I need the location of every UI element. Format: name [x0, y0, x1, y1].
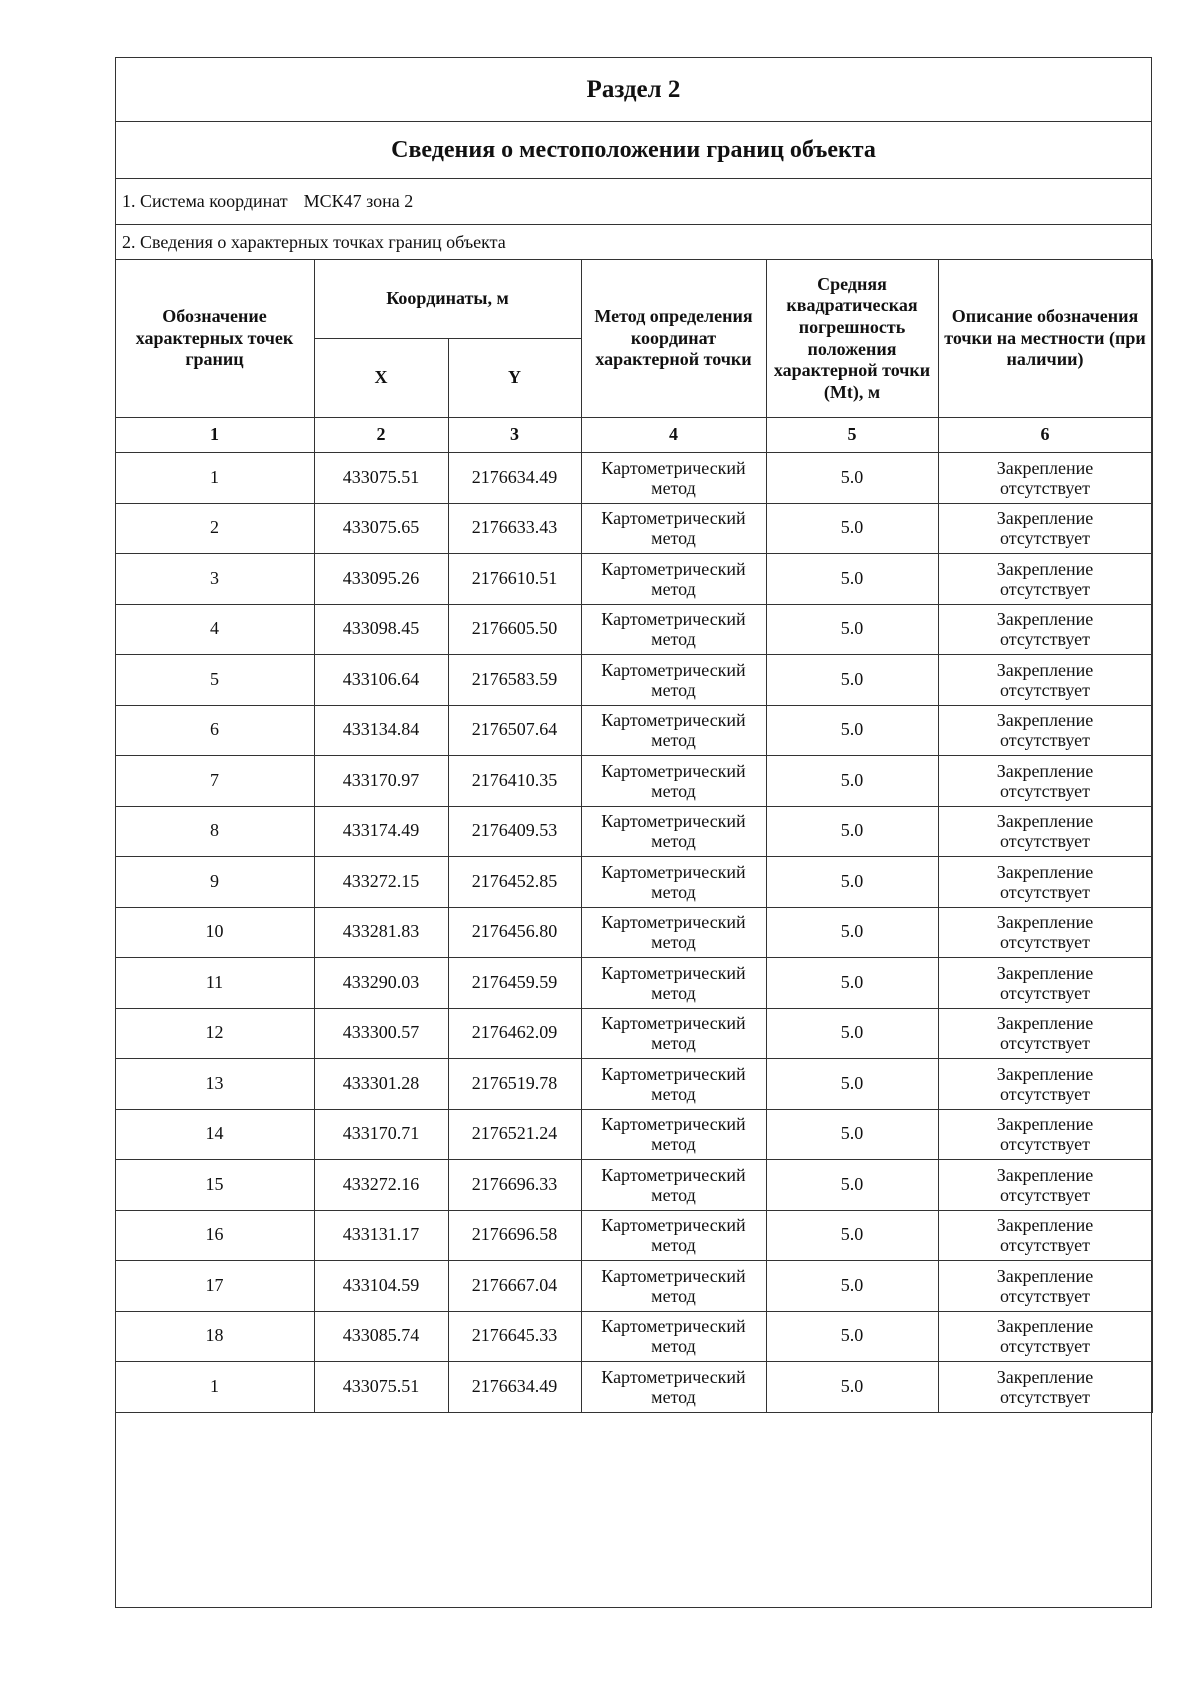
- header-method: Метод определения координат характерной точки: [581, 260, 766, 418]
- description-cell: [938, 857, 1152, 908]
- method-cell: [581, 1008, 766, 1059]
- method-line-2: метод: [651, 1033, 696, 1054]
- method-line-1: Картометрический: [601, 861, 746, 882]
- description-line-1: Закрепление: [996, 1114, 1094, 1135]
- table-row: [115, 1008, 1152, 1059]
- table-row: [115, 958, 1152, 1009]
- method-line-1: Картометрический: [601, 558, 746, 579]
- description-line-2: отсутствует: [999, 881, 1091, 902]
- method-line-1: Картометрический: [601, 1215, 746, 1236]
- description-line-2: отсутствует: [999, 730, 1091, 751]
- mt-value: 5.0: [766, 1362, 938, 1413]
- coord-y: 2176610.51: [448, 554, 581, 605]
- description-line-1: Закрепление: [996, 558, 1094, 579]
- mt-value: 5.0: [766, 1109, 938, 1160]
- header-error: Средняя квадратическая погрешность положения характерной точки (Mt), м: [766, 260, 938, 418]
- point-number: 17: [115, 1261, 314, 1312]
- point-number: 12: [115, 1008, 314, 1059]
- coord-system-label: 1. Система координат: [122, 191, 288, 211]
- description-line-2: отсутствует: [999, 1235, 1091, 1256]
- table-row: [115, 756, 1152, 807]
- point-number: 18: [115, 1311, 314, 1362]
- point-number: 9: [115, 857, 314, 908]
- description-line-1: Закрепление: [996, 1063, 1094, 1084]
- coord-y: 2176456.80: [448, 907, 581, 958]
- method-line-2: метод: [651, 679, 696, 700]
- description-line-2: отсутствует: [999, 1184, 1091, 1205]
- description-line-2: отсутствует: [999, 679, 1091, 700]
- mt-value: 5.0: [766, 1311, 938, 1362]
- description-cell: [938, 655, 1152, 706]
- coord-x: 433281.83: [314, 907, 448, 958]
- method-cell: [581, 604, 766, 655]
- table-row: [115, 1210, 1152, 1261]
- column-number: 4: [581, 418, 766, 453]
- header-description: Описание обозначения точки на местности (при наличии): [938, 260, 1152, 418]
- coord-y: 2176462.09: [448, 1008, 581, 1059]
- mt-value: 5.0: [766, 503, 938, 554]
- table-row: [115, 1109, 1152, 1160]
- point-number: 5: [115, 655, 314, 706]
- description-line-1: Закрепление: [996, 1013, 1094, 1034]
- method-cell: [581, 453, 766, 504]
- description-cell: [938, 1160, 1152, 1211]
- description-line-1: Закрепление: [996, 710, 1094, 731]
- coord-x: 433095.26: [314, 554, 448, 605]
- mt-value: 5.0: [766, 655, 938, 706]
- points-caption: 2. Сведения о характерных точках границ объекта: [122, 231, 506, 252]
- coord-x: 433174.49: [314, 806, 448, 857]
- description-cell: [938, 1311, 1152, 1362]
- coord-y: 2176410.35: [448, 756, 581, 807]
- method-line-1: Картометрический: [601, 457, 746, 478]
- point-number: 2: [115, 503, 314, 554]
- method-line-2: метод: [651, 1285, 696, 1306]
- coord-x: 433075.65: [314, 503, 448, 554]
- description-line-1: Закрепление: [996, 1215, 1094, 1236]
- method-cell: [581, 655, 766, 706]
- point-number: 10: [115, 907, 314, 958]
- description-cell: [938, 1008, 1152, 1059]
- description-cell: [938, 958, 1152, 1009]
- description-line-2: отсутствует: [999, 528, 1091, 549]
- table-row: [115, 655, 1152, 706]
- method-line-1: Картометрический: [601, 609, 746, 630]
- description-line-2: отсутствует: [999, 932, 1091, 953]
- point-number: 7: [115, 756, 314, 807]
- description-cell: [938, 1261, 1152, 1312]
- method-cell: [581, 1362, 766, 1413]
- point-number: 13: [115, 1059, 314, 1110]
- description-cell: [938, 554, 1152, 605]
- coord-x: 433272.15: [314, 857, 448, 908]
- column-number: 5: [766, 418, 938, 453]
- description-line-2: отсутствует: [999, 1285, 1091, 1306]
- coord-y: 2176583.59: [448, 655, 581, 706]
- mt-value: 5.0: [766, 1160, 938, 1211]
- column-number: 3: [448, 418, 581, 453]
- point-number: 4: [115, 604, 314, 655]
- method-line-1: Картометрический: [601, 710, 746, 731]
- description-line-2: отсутствует: [999, 1336, 1091, 1357]
- description-cell: [938, 1210, 1152, 1261]
- description-cell: [938, 806, 1152, 857]
- coord-x: 433272.16: [314, 1160, 448, 1211]
- description-cell: [938, 604, 1152, 655]
- method-line-1: Картометрический: [601, 1366, 746, 1387]
- coord-x: 433300.57: [314, 1008, 448, 1059]
- description-line-2: отсутствует: [999, 1083, 1091, 1104]
- coord-x: 433301.28: [314, 1059, 448, 1110]
- point-number: 15: [115, 1160, 314, 1211]
- table-row: [115, 604, 1152, 655]
- description-line-1: Закрепление: [996, 609, 1094, 630]
- coord-x: 433106.64: [314, 655, 448, 706]
- mt-value: 5.0: [766, 1210, 938, 1261]
- table-row: [115, 1160, 1152, 1211]
- description-line-1: Закрепление: [996, 1316, 1094, 1337]
- coord-y: 2176459.59: [448, 958, 581, 1009]
- method-line-2: метод: [651, 831, 696, 852]
- method-line-2: метод: [651, 1386, 696, 1407]
- coord-x: 433290.03: [314, 958, 448, 1009]
- coord-y: 2176696.33: [448, 1160, 581, 1211]
- document-subtitle: Сведения о местоположении границ объекта: [116, 122, 1151, 179]
- description-line-1: Закрепление: [996, 962, 1094, 983]
- point-number: 6: [115, 705, 314, 756]
- coord-y: 2176409.53: [448, 806, 581, 857]
- method-line-1: Картометрический: [601, 760, 746, 781]
- table-row: [115, 1261, 1152, 1312]
- method-line-2: метод: [651, 730, 696, 751]
- section-title: Раздел 2: [116, 58, 1151, 122]
- point-number: 11: [115, 958, 314, 1009]
- table-row: [115, 503, 1152, 554]
- description-cell: [938, 907, 1152, 958]
- coord-x: 433075.51: [314, 453, 448, 504]
- coord-x: 433134.84: [314, 705, 448, 756]
- column-number: 2: [314, 418, 448, 453]
- method-cell: [581, 907, 766, 958]
- description-line-1: Закрепление: [996, 659, 1094, 680]
- description-cell: [938, 453, 1152, 504]
- method-cell: [581, 958, 766, 1009]
- coord-x: 433104.59: [314, 1261, 448, 1312]
- description-line-1: Закрепление: [996, 1265, 1094, 1286]
- method-line-2: метод: [651, 578, 696, 599]
- method-cell: [581, 1261, 766, 1312]
- coord-x: 433170.97: [314, 756, 448, 807]
- method-cell: [581, 756, 766, 807]
- point-number: 1: [115, 453, 314, 504]
- mt-value: 5.0: [766, 604, 938, 655]
- mt-value: 5.0: [766, 756, 938, 807]
- method-cell: [581, 1059, 766, 1110]
- method-cell: [581, 1311, 766, 1362]
- table-row: [115, 1311, 1152, 1362]
- table-row: [115, 806, 1152, 857]
- method-line-1: Картометрический: [601, 659, 746, 680]
- coord-y: 2176521.24: [448, 1109, 581, 1160]
- description-line-1: Закрепление: [996, 811, 1094, 832]
- table-row: [115, 907, 1152, 958]
- coord-y: 2176667.04: [448, 1261, 581, 1312]
- coord-y: 2176634.49: [448, 453, 581, 504]
- description-line-2: отсутствует: [999, 1033, 1091, 1054]
- header-y: Y: [448, 339, 581, 418]
- mt-value: 5.0: [766, 453, 938, 504]
- mt-value: 5.0: [766, 554, 938, 605]
- boundary-points-table: [115, 259, 1153, 1413]
- method-line-1: Картометрический: [601, 1316, 746, 1337]
- method-line-2: метод: [651, 1083, 696, 1104]
- column-number: 6: [938, 418, 1152, 453]
- table-row: [115, 705, 1152, 756]
- mt-value: 5.0: [766, 958, 938, 1009]
- description-line-2: отсутствует: [999, 477, 1091, 498]
- method-line-1: Картометрический: [601, 1164, 746, 1185]
- point-number: 1: [115, 1362, 314, 1413]
- method-cell: [581, 705, 766, 756]
- coord-x: 433170.71: [314, 1109, 448, 1160]
- method-line-1: Картометрический: [601, 508, 746, 529]
- description-line-1: Закрепление: [996, 1366, 1094, 1387]
- mt-value: 5.0: [766, 857, 938, 908]
- point-number: 3: [115, 554, 314, 605]
- coord-y: 2176634.49: [448, 1362, 581, 1413]
- method-line-2: метод: [651, 477, 696, 498]
- description-line-1: Закрепление: [996, 1164, 1094, 1185]
- description-line-2: отсутствует: [999, 629, 1091, 650]
- mt-value: 5.0: [766, 1261, 938, 1312]
- method-cell: [581, 857, 766, 908]
- header-x: X: [314, 339, 448, 418]
- method-line-1: Картометрический: [601, 1114, 746, 1135]
- method-line-2: метод: [651, 881, 696, 902]
- coord-x: 433098.45: [314, 604, 448, 655]
- description-line-2: отсутствует: [999, 982, 1091, 1003]
- table-row: [115, 453, 1152, 504]
- table-body: [115, 453, 1152, 1413]
- method-line-1: Картометрический: [601, 811, 746, 832]
- method-line-2: метод: [651, 1336, 696, 1357]
- method-line-2: метод: [651, 629, 696, 650]
- table-row: [115, 1059, 1152, 1110]
- description-line-2: отсутствует: [999, 578, 1091, 599]
- method-line-2: метод: [651, 1134, 696, 1155]
- coord-y: 2176507.64: [448, 705, 581, 756]
- column-number: 1: [115, 418, 314, 453]
- method-cell: [581, 1109, 766, 1160]
- coord-system-row: [116, 179, 1151, 225]
- description-line-2: отсутствует: [999, 1134, 1091, 1155]
- method-line-2: метод: [651, 528, 696, 549]
- coord-y: 2176633.43: [448, 503, 581, 554]
- coord-x: 433085.74: [314, 1311, 448, 1362]
- mt-value: 5.0: [766, 1059, 938, 1110]
- method-line-1: Картометрический: [601, 1063, 746, 1084]
- method-line-1: Картометрический: [601, 1013, 746, 1034]
- header-designation: Обозначение характерных точек границ: [115, 260, 314, 418]
- method-line-2: метод: [651, 1235, 696, 1256]
- mt-value: 5.0: [766, 1008, 938, 1059]
- method-line-1: Картометрический: [601, 1265, 746, 1286]
- description-line-2: отсутствует: [999, 1386, 1091, 1407]
- point-number: 16: [115, 1210, 314, 1261]
- mt-value: 5.0: [766, 907, 938, 958]
- description-line-1: Закрепление: [996, 760, 1094, 781]
- description-cell: [938, 705, 1152, 756]
- mt-value: 5.0: [766, 806, 938, 857]
- table-row: [115, 1362, 1152, 1413]
- method-line-2: метод: [651, 932, 696, 953]
- method-line-1: Картометрический: [601, 912, 746, 933]
- mt-value: 5.0: [766, 705, 938, 756]
- description-line-1: Закрепление: [996, 912, 1094, 933]
- coord-y: 2176452.85: [448, 857, 581, 908]
- coord-x: 433131.17: [314, 1210, 448, 1261]
- column-number-row: [115, 418, 1152, 453]
- description-cell: [938, 1362, 1152, 1413]
- coord-y: 2176605.50: [448, 604, 581, 655]
- method-line-2: метод: [651, 1184, 696, 1205]
- coord-y: 2176696.58: [448, 1210, 581, 1261]
- description-line-1: Закрепление: [996, 861, 1094, 882]
- method-cell: [581, 1210, 766, 1261]
- description-line-2: отсутствует: [999, 780, 1091, 801]
- method-cell: [581, 554, 766, 605]
- method-line-2: метод: [651, 982, 696, 1003]
- description-line-1: Закрепление: [996, 457, 1094, 478]
- table-row: [115, 857, 1152, 908]
- method-cell: [581, 806, 766, 857]
- header-coordinates: Координаты, м: [314, 260, 581, 339]
- coord-y: 2176645.33: [448, 1311, 581, 1362]
- table-row: [115, 554, 1152, 605]
- method-line-1: Картометрический: [601, 962, 746, 983]
- description-cell: [938, 1059, 1152, 1110]
- description-cell: [938, 1109, 1152, 1160]
- coord-y: 2176519.78: [448, 1059, 581, 1110]
- coord-system-value: МСК47 зона 2: [303, 191, 414, 211]
- description-line-1: Закрепление: [996, 508, 1094, 529]
- document-frame: [115, 57, 1152, 1608]
- description-cell: [938, 503, 1152, 554]
- coord-x: 433075.51: [314, 1362, 448, 1413]
- description-cell: [938, 756, 1152, 807]
- description-line-2: отсутствует: [999, 831, 1091, 852]
- point-number: 14: [115, 1109, 314, 1160]
- method-line-2: метод: [651, 780, 696, 801]
- method-cell: [581, 503, 766, 554]
- point-number: 8: [115, 806, 314, 857]
- method-cell: [581, 1160, 766, 1211]
